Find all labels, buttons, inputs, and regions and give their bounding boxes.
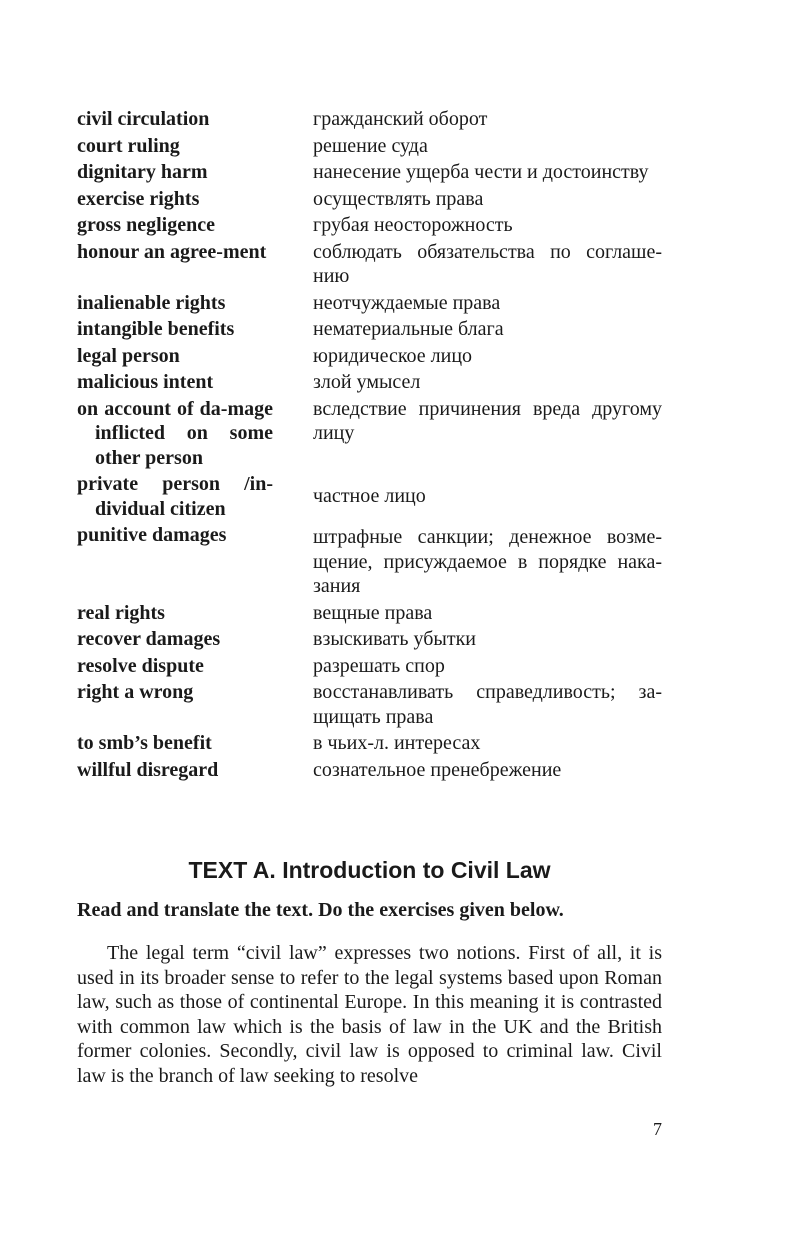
vocab-term: inalienable rights: [77, 291, 226, 314]
vocabulary-list: [77, 107, 662, 782]
instruction-text: Read and translate the text. Do the exercises given below.: [77, 899, 564, 921]
vocab-row: [77, 344, 662, 369]
vocab-row: [77, 654, 662, 679]
vocab-definition: сознательное пренебрежение: [313, 758, 562, 781]
vocab-definition: гражданский оборот: [313, 108, 488, 130]
vocab-definition: нематериальные блага: [313, 318, 504, 340]
vocab-definition: грубая неосторожность: [313, 214, 513, 236]
vocab-definition: разрешать спор: [313, 654, 445, 677]
vocab-term: punitive damages: [77, 524, 227, 546]
page-content: [77, 107, 662, 1089]
body-paragraph: The legal term “civil law” expresses two notions. First of all, it is used in its broader sense to refer to the legal systems based upon Roman law, such as those of continental Europe. In this meaning it is contrasted with common law which is the basis of law in the UK and the British former colonies. Secondly, civil law is opposed to criminal law. Civil law is the branch of law seeking to resolve: [77, 942, 662, 1087]
vocab-term: real rights: [77, 601, 165, 624]
vocab-definition: нанесение ущерба чести и достоинству: [313, 161, 649, 183]
vocab-row: [77, 240, 662, 289]
vocab-term: right a wrong: [77, 681, 194, 703]
vocab-term: recover damages: [77, 628, 221, 650]
vocab-definition: решение суда: [313, 134, 428, 157]
vocab-term: court ruling: [77, 134, 180, 157]
vocab-term: malicious intent: [77, 371, 214, 393]
vocab-row: [77, 213, 662, 238]
vocab-definition: в чьих-л. интересах: [313, 732, 481, 754]
vocab-term: intangible benefits: [77, 318, 235, 340]
vocab-term: willful disregard: [77, 758, 219, 781]
vocab-term: legal person: [77, 344, 180, 367]
vocab-row: [77, 523, 662, 599]
vocab-definition: осуществлять права: [313, 187, 484, 210]
vocab-term: to smb’s benefit: [77, 732, 212, 754]
vocab-definition: юридическое лицо: [313, 344, 473, 367]
vocab-row: [77, 291, 662, 316]
vocab-definition: восстанавливать справедливость; за-щищать права: [313, 681, 662, 728]
vocab-row: [77, 160, 662, 185]
vocab-term: dignitary harm: [77, 161, 208, 183]
vocab-term: honour an agree-ment: [77, 240, 267, 263]
page-number: 7: [653, 1119, 662, 1139]
vocab-term: exercise rights: [77, 187, 200, 210]
vocab-definition: соблюдать обязательства по соглаше-нию: [313, 240, 662, 287]
vocab-row: [77, 370, 662, 395]
vocab-row: [77, 317, 662, 342]
vocab-definition: штрафные санкции; денежное возме-щение, присуждаемое в порядке нака-зания: [313, 526, 662, 597]
vocab-term: civil circulation: [77, 108, 210, 130]
vocab-row: [77, 731, 662, 756]
vocab-definition: злой умысел: [313, 371, 421, 393]
vocab-row: [77, 758, 662, 783]
vocab-term: private person /in-dividual citizen: [77, 473, 273, 520]
vocab-row: [77, 107, 662, 132]
vocab-definition: взыскивать убытки: [313, 628, 476, 650]
vocab-row: [77, 601, 662, 626]
vocab-row: [77, 680, 662, 729]
vocab-row: [77, 627, 662, 652]
vocab-term: gross negligence: [77, 214, 215, 236]
vocab-row: [77, 397, 662, 471]
section-title: TEXT A. Introduction to Civil Law: [188, 857, 551, 883]
vocab-term: resolve dispute: [77, 654, 204, 677]
vocab-row: [77, 472, 662, 521]
vocab-definition: вещные права: [313, 601, 433, 624]
vocab-definition: вследствие причинения вреда другому лицу: [313, 397, 662, 444]
vocab-definition: частное лицо: [313, 485, 426, 507]
vocab-term: on account of da-mage inflicted on some other person: [77, 397, 273, 469]
vocab-row: [77, 187, 662, 212]
vocab-row: [77, 134, 662, 159]
vocab-definition: неотчуждаемые права: [313, 291, 501, 314]
